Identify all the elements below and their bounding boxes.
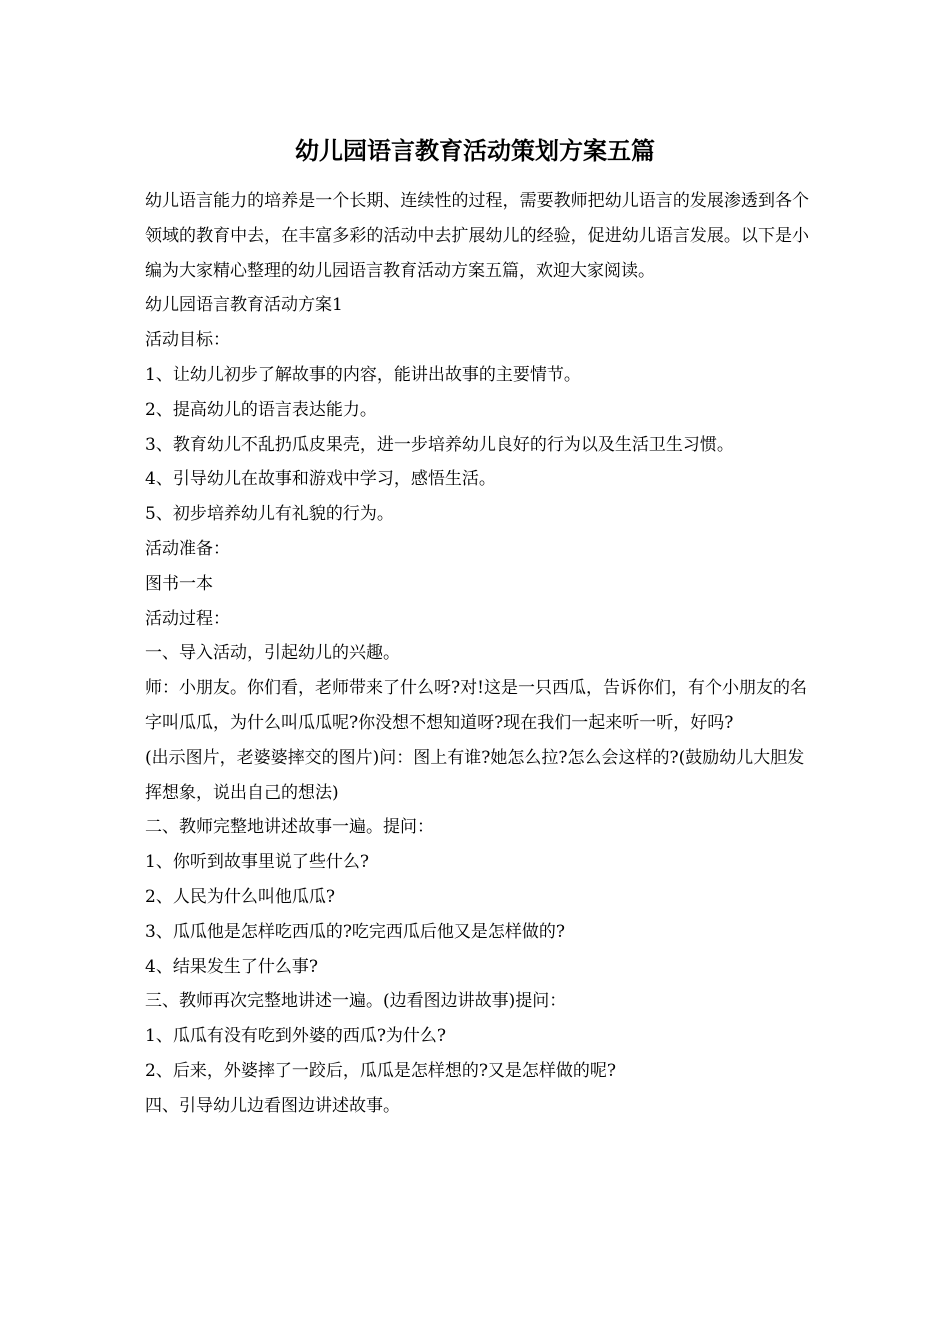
step-heading: 一、导入活动，引起幼儿的兴趣。 [145,643,400,664]
list-item: 4、引导幼儿在故事和游戏中学习，感悟生活。 [145,469,496,490]
section-heading: 幼儿园语言教育活动方案1 [145,295,343,316]
list-item: 1、你听到故事里说了些什么? [145,852,369,873]
step-heading: 三、教师再次完整地讲述一遍。(边看图边讲故事)提问： [145,991,567,1012]
subheading-process: 活动过程： [145,608,230,629]
paragraph: 师：小朋友。你们看，老师带来了什么呀?对!这是一只西瓜，告诉你们，有个小朋友的名字叫瓜瓜，为什么叫瓜瓜呢?你没想不想知道呀?现在我们一起来听一听，好吗? [145,678,807,733]
document-body [145,184,809,1124]
list-item: 1、瓜瓜有没有吃到外婆的西瓜?为什么? [145,1026,447,1047]
list-item: 4、结果发生了什么事? [145,956,318,977]
subheading-goals: 活动目标： [145,330,230,351]
step-heading: 四、引导幼儿边看图边讲述故事。 [145,1095,400,1116]
list-item: 2、后来，外婆摔了一跤后，瓜瓜是怎样想的?又是怎样做的呢? [145,1060,617,1081]
subheading-preparation: 活动准备： [145,538,230,559]
list-item: 5、初步培养幼儿有礼貌的行为。 [145,504,394,525]
intro-paragraph: 幼儿语言能力的培养是一个长期、连续性的过程，需要教师把幼儿语言的发展渗透到各个领域的教育中去，在丰富多彩的活动中去扩展幼儿的经验，促进幼儿语言发展。以下是小编为大家精心整理的幼儿园语言教育活动方案五篇，欢迎大家阅读。 [145,191,809,281]
paragraph: (出示图片，老婆婆摔交的图片)问：图上有谁?她怎么拉?怎么会这样的?(鼓励幼儿大胆发挥想象，说出自己的想法) [145,747,805,803]
list-item: 3、教育幼儿不乱扔瓜皮果壳，进一步培养幼儿良好的行为以及生活卫生习惯。 [145,434,734,455]
list-item: 2、人民为什么叫他瓜瓜? [145,886,335,907]
list-item: 2、提高幼儿的语言表达能力。 [145,399,377,420]
paragraph: 图书一本 [145,573,213,594]
list-item: 1、让幼儿初步了解故事的内容，能讲出故事的主要情节。 [145,364,581,385]
document-title: 幼儿园语言教育活动策划方案五篇 [295,136,655,165]
step-heading: 二、教师完整地讲述故事一遍。提问： [145,817,434,838]
list-item: 3、瓜瓜他是怎样吃西瓜的?吃完西瓜后他又是怎样做的? [145,921,566,942]
